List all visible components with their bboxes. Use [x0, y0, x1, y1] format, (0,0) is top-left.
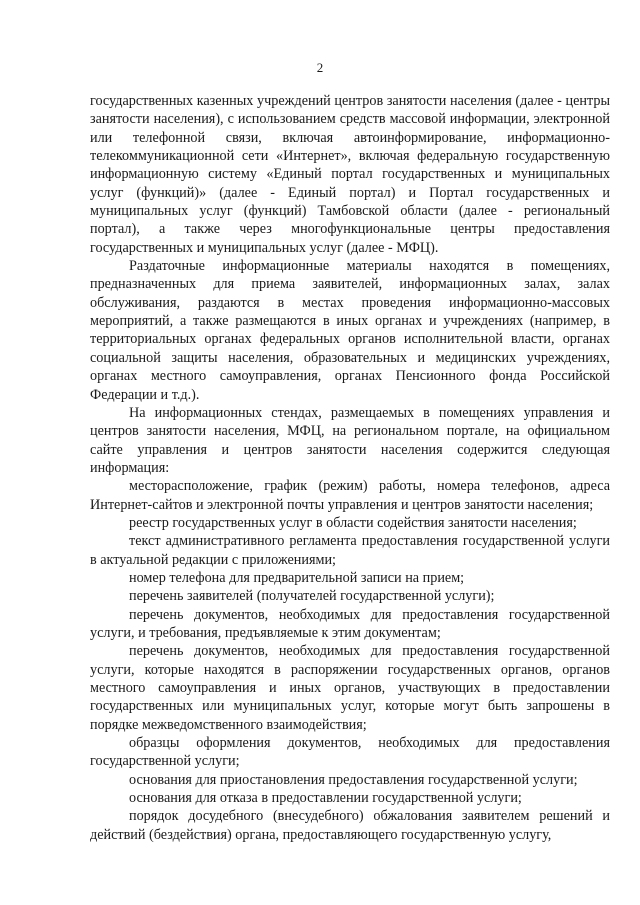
list-item-interagency-documents: перечень документов, необходимых для предоставления государственной услуги, которые находятся в распоряжении государственных органов, органов местного самоуправления и иных органов, участвующих в предоставлении государственных или муниципальных услуг, которые могут быть запрошены в порядке межведомственного взаимодействия; — [90, 643, 610, 733]
list-item-required-documents: перечень документов, необходимых для предоставления государственной услуги, и требования, предъявляемые к этим документам; — [90, 606, 610, 641]
list-item-services-registry: реестр государственных услуг в области содействия занятости населения; — [129, 514, 577, 531]
paragraph-info-channels: государственных казенных учреждений центров занятости населения (далее - центры занятости населения), с использованием средств массовой информации, электронной или телефонной связи, включая автоинформирование, информационно-телекоммуникационной сети «Интернет», включая федеральную государственную информационную систему «Единый портал государственных и муниципальных услуг (функций)» (далее - Единый портал) и Портал государственных и муниципальных услуг (функций) Тамбовской области (далее - региональный портал), а также через многофункциональные центры предоставления государственных и муниципальных услуг (далее - МФЦ). — [90, 93, 610, 256]
list-item-refusal-grounds: основания для отказа в предоставлении государственной услуги; — [129, 790, 522, 807]
document-body — [90, 92, 610, 844]
paragraph-handout-materials: Раздаточные информационные материалы находятся в помещениях, предназначенных для приема заявителей, информационных залах, залах обслуживания, раздаются в местах проведения информационно-массовых мероприятий, а также размещаются в иных органах и учреждениях (например, в территориальных органах федеральных органов исполнительной власти, органах социальной защиты населения, образовательных и медицинских учреждениях, органах местного самоуправления, органах Пенсионного фонда Российской Федерации и т.д.). — [90, 258, 610, 403]
list-item-appeal-procedure: порядок досудебного (внесудебного) обжалования заявителем решений и действий (бездействия) органа, предоставляющего государственную услугу, — [90, 808, 610, 843]
list-item-applicants: перечень заявителей (получателей государственной услуги); — [129, 588, 495, 605]
list-item-regulation-text: текст административного регламента предоставления государственной услуги в актуальной редакции с приложениями; — [90, 533, 610, 568]
paragraph-info-stands: На информационных стендах, размещаемых в помещениях управления и центров занятости населения, МФЦ, на региональном портале, на официальном сайте управления и центров занятости населения содержится следующая информация: — [90, 404, 610, 476]
page-number: 2 — [316, 60, 324, 75]
list-item-location-schedule: месторасположение, график (режим) работы, номера телефонов, адреса Интернет-сайтов и электронной почты управления и центров занятости населения; — [90, 478, 610, 513]
list-item-suspension-grounds: основания для приостановления предоставления государственной услуги; — [129, 771, 578, 788]
list-item-document-samples: образцы оформления документов, необходимых для предоставления государственной услуги; — [90, 735, 610, 770]
list-item-appointment-phone: номер телефона для предварительной записи на прием; — [129, 569, 465, 586]
